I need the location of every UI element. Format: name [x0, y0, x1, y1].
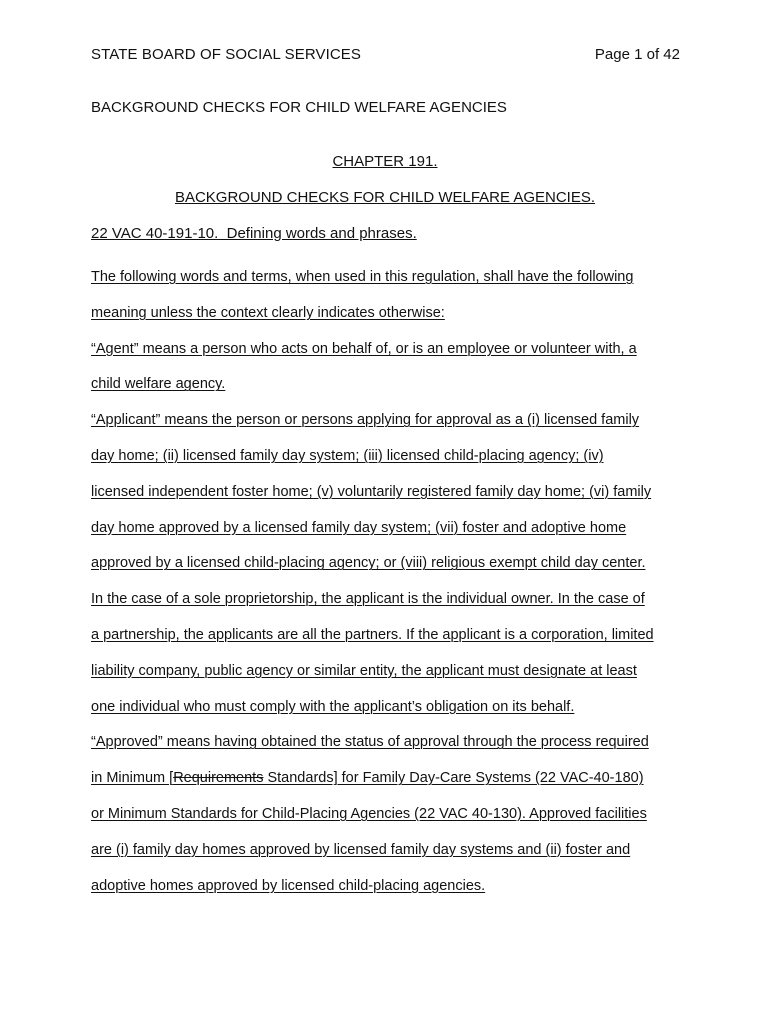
body-line: The following words and terms, when used in this regulation, shall have the following	[91, 269, 634, 285]
body-line: “Applicant” means the person or persons applying for approval as a (i) licensed family	[91, 412, 640, 429]
header-agency: STATE BOARD OF SOCIAL SERVICES	[91, 46, 362, 63]
body-line: liability company, public agency or similar entity, the applicant must designate at least	[91, 662, 637, 679]
chapter-heading: CHAPTER 191.	[332, 153, 438, 170]
amended-text-after: Standards] for Family Day-Care Systems (22 VAC-40-180)	[263, 770, 644, 787]
page-number: Page 1 of 42	[594, 46, 680, 63]
body-line: approved by a licensed child-placing agency; or (viii) religious exempt child day center.	[91, 555, 646, 572]
body-line: are (i) family day homes approved by licensed family day systems and (ii) foster and	[91, 841, 631, 858]
body-line: one individual who must comply with the applicant’s obligation on its behalf.	[91, 698, 575, 715]
body-line: adoptive homes approved by licensed child-placing agencies.	[91, 877, 486, 894]
body-line-amended	[91, 761, 686, 797]
body-line: or Minimum Standards for Child-Placing Agencies (22 VAC 40-130). Approved facilities	[91, 805, 647, 822]
chapter-title: BACKGROUND CHECKS FOR CHILD WELFARE AGENCIES.	[174, 189, 596, 206]
body-line: licensed independent foster home; (v) voluntarily registered family day home; (vi) family	[91, 483, 652, 500]
body-line: “Approved” means having obtained the status of approval through the process required	[91, 734, 649, 751]
struck-text: Requirements	[173, 770, 264, 787]
body-line: child welfare agency.	[91, 376, 226, 393]
document-subtitle: BACKGROUND CHECKS FOR CHILD WELFARE AGENCIES	[91, 99, 507, 116]
body-line: In the case of a sole proprietorship, the applicant is the individual owner. In the case of	[91, 591, 645, 608]
body-line: day home approved by a licensed family day system; (vii) foster and adoptive home	[91, 519, 627, 536]
body-line: meaning unless the context clearly indicates otherwise:	[91, 304, 445, 321]
amended-text-before: in Minimum [	[91, 770, 174, 787]
body-text	[91, 260, 686, 904]
body-line: “Agent” means a person who acts on behalf of, or is an employee or volunteer with, a	[91, 340, 637, 357]
section-title: 22 VAC 40-191-10. Defining words and phrases.	[91, 225, 417, 242]
body-line: a partnership, the applicants are all the partners. If the applicant is a corporation, limited	[91, 626, 654, 643]
body-line: day home; (ii) licensed family day system; (iii) licensed child-placing agency; (iv)	[91, 447, 604, 464]
